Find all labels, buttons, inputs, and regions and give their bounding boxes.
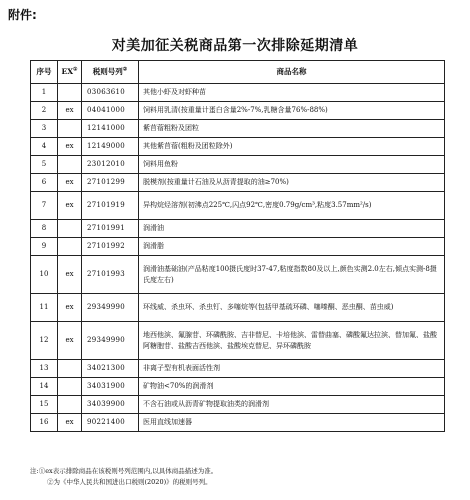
table-row — [31, 360, 445, 378]
row-number: 10 — [31, 256, 58, 294]
attachment-label: 附件: — [8, 8, 37, 22]
row-ex-mark — [58, 120, 82, 138]
page-title: 对美加征关税商品第一次排除延期清单 — [111, 38, 359, 54]
row-ex-mark — [58, 238, 82, 256]
row-number: 14 — [31, 378, 58, 396]
row-number: 1 — [31, 84, 58, 102]
row-ex-mark — [58, 84, 82, 102]
row-number: 5 — [31, 156, 58, 174]
header-code-footnote-mark: ② — [122, 66, 128, 73]
table-row — [31, 138, 445, 156]
row-number: 11 — [31, 294, 58, 322]
row-number: 4 — [31, 138, 58, 156]
row-ex-mark: ex — [58, 102, 82, 120]
table-body — [31, 84, 445, 432]
row-ex-mark: ex — [58, 192, 82, 220]
table-row — [31, 322, 445, 360]
row-product-name: 环线威、杀虫环、杀虫钉、多噻烷等(包括甲基硫环磷、噻嗪酮、恶虫酮、苗虫威) — [139, 294, 445, 322]
header-ex — [58, 61, 82, 84]
exclusion-list-table — [30, 60, 445, 432]
row-product-name: 异构烷烃溶剂(初沸点225℃,闪点92℃,密度0.79g/cm³,粘度3.57mm²/s) — [139, 192, 445, 220]
row-product-name: 非离子型有机表面活性剂 — [139, 360, 445, 378]
row-tariff-code: 34021300 — [82, 360, 139, 378]
table-row — [31, 174, 445, 192]
table-row — [31, 414, 445, 432]
row-number: 3 — [31, 120, 58, 138]
row-ex-mark — [58, 396, 82, 414]
row-product-name: 不含石油或从沥青矿物提取油类的润滑剂 — [139, 396, 445, 414]
row-product-name: 医用直线加速器 — [139, 414, 445, 432]
row-tariff-code: 12141000 — [82, 120, 139, 138]
row-product-name: 饲料用乳清(按重量计蛋白含量2%-7%,乳糖含量76%-88%) — [139, 102, 445, 120]
row-product-name: 润滑脂 — [139, 238, 445, 256]
row-tariff-code: 29349990 — [82, 322, 139, 360]
row-tariff-code: 27101299 — [82, 174, 139, 192]
header-ex-label: EX — [61, 66, 74, 76]
footnotes — [30, 466, 217, 488]
footnote-2: ②为《中华人民共和国进出口税则(2020)》的税则号列。 — [47, 478, 212, 486]
row-number: 8 — [31, 220, 58, 238]
row-number: 2 — [31, 102, 58, 120]
table-row — [31, 156, 445, 174]
header-no: 序号 — [31, 61, 58, 84]
row-tariff-code: 27101919 — [82, 192, 139, 220]
row-number: 6 — [31, 174, 58, 192]
row-ex-mark — [58, 156, 82, 174]
footnote-1: 注:①ex表示排除商品在该税则号列范围内,以具体商品描述为准。 — [30, 467, 218, 475]
table-row — [31, 378, 445, 396]
row-product-name: 润滑油 — [139, 220, 445, 238]
table-row — [31, 396, 445, 414]
row-ex-mark — [58, 360, 82, 378]
row-product-name: 地西他滨、氟腺苷、环磷酰胺、吉非替尼、卡培他滨、雷替曲塞、磷酸氟达拉滨、替加氟、盐酸阿糖胞苷、盐酸吉西他滨、盐酸埃克替尼、异环磷酰胺 — [139, 322, 445, 360]
row-ex-mark — [58, 378, 82, 396]
header-code-label: 税则号列 — [92, 66, 123, 76]
row-ex-mark: ex — [58, 256, 82, 294]
row-number: 12 — [31, 322, 58, 360]
row-ex-mark: ex — [58, 138, 82, 156]
table-header-row — [31, 61, 445, 84]
table-row — [31, 84, 445, 102]
row-tariff-code: 27101993 — [82, 256, 139, 294]
row-tariff-code: 23012010 — [82, 156, 139, 174]
table-row — [31, 294, 445, 322]
row-product-name: 饲料用鱼粉 — [139, 156, 445, 174]
header-code — [82, 61, 139, 84]
row-tariff-code: 90221400 — [82, 414, 139, 432]
header-name: 商品名称 — [139, 61, 445, 84]
row-number: 9 — [31, 238, 58, 256]
row-tariff-code: 12149000 — [82, 138, 139, 156]
row-tariff-code: 27101992 — [82, 238, 139, 256]
header-ex-footnote-mark: ① — [73, 66, 78, 73]
row-tariff-code: 03063610 — [82, 84, 139, 102]
row-ex-mark: ex — [58, 174, 82, 192]
table-row — [31, 120, 445, 138]
row-tariff-code: 27101991 — [82, 220, 139, 238]
row-product-name: 矿物油<70%的润滑剂 — [139, 378, 445, 396]
table-row — [31, 256, 445, 294]
row-tariff-code: 04041000 — [82, 102, 139, 120]
row-ex-mark: ex — [58, 322, 82, 360]
table-row — [31, 192, 445, 220]
table-row — [31, 238, 445, 256]
row-tariff-code: 29349990 — [82, 294, 139, 322]
row-number: 16 — [31, 414, 58, 432]
row-tariff-code: 34039900 — [82, 396, 139, 414]
row-product-name: 其他小虾及对虾种苗 — [139, 84, 445, 102]
table-row — [31, 102, 445, 120]
row-number: 13 — [31, 360, 58, 378]
row-product-name: 润滑油基础油(产品粘度100摄氏度时37-47,粘度指数80及以上,颜色实测2.0左右,倾点实测-8摄氏度左右) — [139, 256, 445, 294]
row-product-name: 紫苜蓿粗粉及团粒 — [139, 120, 445, 138]
row-product-name: 其他紫苜蓿(粗粉及团粒除外) — [139, 138, 445, 156]
row-number: 7 — [31, 192, 58, 220]
row-ex-mark: ex — [58, 294, 82, 322]
row-tariff-code: 34031900 — [82, 378, 139, 396]
row-ex-mark: ex — [58, 414, 82, 432]
row-ex-mark — [58, 220, 82, 238]
row-number: 15 — [31, 396, 58, 414]
row-product-name: 脱模剂(按重量计石油及从沥青提取的油≥70%) — [139, 174, 445, 192]
table-row — [31, 220, 445, 238]
